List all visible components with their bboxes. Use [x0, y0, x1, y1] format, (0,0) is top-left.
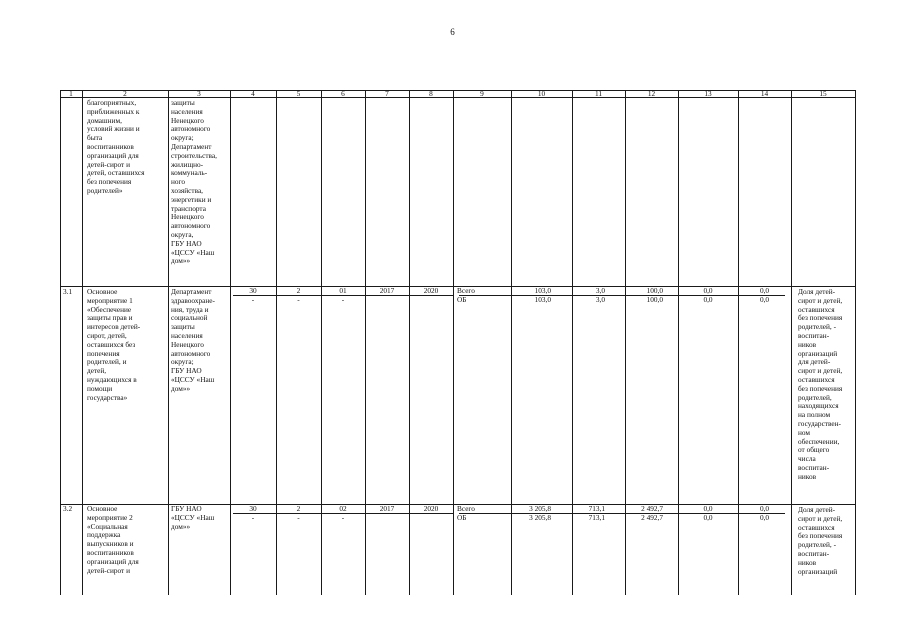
header-col-14: 14 — [760, 89, 769, 98]
header-col-13: 13 — [704, 89, 712, 98]
amount-year-2017: 3,0 — [595, 295, 605, 304]
header-col-6: 6 — [341, 89, 345, 98]
amount-total: 3 205,8 — [529, 504, 551, 513]
header-col-1: 1 — [69, 89, 73, 98]
header-col-12: 12 — [647, 89, 656, 98]
end-year: 2020 — [423, 286, 439, 295]
header-col-10: 10 — [537, 89, 546, 98]
amount-year-2019: 0,0 — [703, 286, 713, 295]
budget-code-pp: - — [297, 513, 300, 522]
column-border — [82, 90, 83, 595]
amount-year-2018: 100,0 — [646, 286, 663, 295]
budget-code-pp: 2 — [296, 504, 301, 513]
page-number: 6 — [450, 27, 455, 37]
header-col-4: 4 — [251, 89, 255, 98]
amount-year-2018: 100,0 — [646, 295, 663, 304]
end-year: 2020 — [423, 504, 439, 513]
budget-code-gp: 30 — [249, 504, 257, 513]
amount-year-2020: 0,0 — [759, 286, 770, 295]
column-border — [409, 90, 410, 595]
activity-description: Основное мероприятие 1 «Обеспечение защиты прав и интересов детей- сирот, детей, оставшихся без попечения родителей, и детей, нуждающихся в помощи государства» — [87, 287, 141, 402]
target-indicator: Доля детей- сирот и детей, оставшихся без попечения родителей, - воспитан- ников организаций для детей- сирот и детей, оставшихся без попечения родителей, находящихся на полном государствен- ном обеспечении, от общего числа воспитан- ников — [798, 287, 843, 481]
header-col-7: 7 — [385, 89, 389, 98]
amount-year-2020: 0,0 — [759, 295, 770, 304]
continued-responsible-executor: защиты населения Ненецкого автономного округа; Департамент строительства, жилищно- коммуналь- ного хозяйства, энергетики и транспорта Ненецкого автономного округа, ГБУ НАО «ЦССУ «Наш дом»» — [171, 98, 217, 266]
amount-year-2020: 0,0 — [759, 513, 770, 522]
amount-year-2018: 2 492,7 — [641, 504, 663, 513]
funding-source: Всего — [457, 504, 475, 513]
amount-year-2019: 0,0 — [703, 295, 713, 304]
header-col-5: 5 — [296, 89, 301, 98]
amount-total: 103,0 — [534, 286, 551, 295]
column-border — [453, 90, 454, 595]
continued-task-description: благоприятных, приближенных к домашним, условий жизни и быта воспитанников организаций для детей-сирот и детей, оставшихся без попечения родителей» — [87, 98, 145, 195]
row-number: 3.2 — [63, 504, 73, 513]
amount-year-2019: 0,0 — [703, 504, 713, 513]
header-col-15: 15 — [819, 89, 827, 98]
target-indicator: Доля детей- сирот и детей, оставшихся без попечения родителей, - воспитан- ников организаций — [798, 505, 843, 576]
amount-year-2017: 713,1 — [588, 504, 605, 513]
start-year: 2017 — [379, 286, 395, 295]
column-border — [168, 90, 169, 595]
responsible-executor: Департамент здравоохране- ния, труда и социальной защиты населения Ненецкого автономного округа; ГБУ НАО «ЦССУ «Наш дом»» — [171, 287, 215, 393]
amount-year-2020: 0,0 — [759, 504, 770, 513]
budget-code-gp: - — [251, 295, 255, 304]
header-col-3: 3 — [197, 89, 201, 98]
budget-code-om: 01 — [339, 286, 347, 295]
amount-year-2019: 0,0 — [703, 513, 713, 522]
amount-year-2017: 713,1 — [588, 513, 605, 522]
column-border — [365, 90, 366, 595]
budget-code-gp: - — [251, 513, 255, 522]
amount-year-2017: 3,0 — [595, 286, 605, 295]
header-col-2: 2 — [123, 89, 127, 98]
header-col-11: 11 — [594, 89, 603, 98]
column-border — [855, 90, 856, 595]
row-number: 3.1 — [63, 287, 73, 296]
responsible-executor: ГБУ НАО «ЦССУ «Наш дом»» — [171, 504, 215, 531]
budget-code-pp: 2 — [296, 286, 301, 295]
header-col-8: 8 — [429, 89, 433, 98]
funding-source: Всего — [457, 286, 475, 295]
budget-code-pp: - — [297, 295, 300, 304]
funding-source: ОБ — [457, 513, 467, 522]
column-border — [791, 90, 792, 595]
start-year: 2017 — [379, 504, 395, 513]
header-col-9: 9 — [480, 89, 484, 98]
amount-total: 103,0 — [534, 295, 551, 304]
budget-code-gp: 30 — [249, 286, 257, 295]
amount-year-2018: 2 492,7 — [641, 513, 663, 522]
budget-code-om: 02 — [339, 504, 347, 513]
budget-code-om: - — [341, 295, 345, 304]
budget-code-om: - — [341, 513, 345, 522]
amount-total: 3 205,8 — [529, 513, 551, 522]
funding-source: ОБ — [457, 295, 467, 304]
activity-description: Основное мероприятие 2 «Социальная поддержка выпускников и воспитанников организаций для детей-сирот и — [87, 504, 139, 575]
column-border — [60, 90, 61, 595]
